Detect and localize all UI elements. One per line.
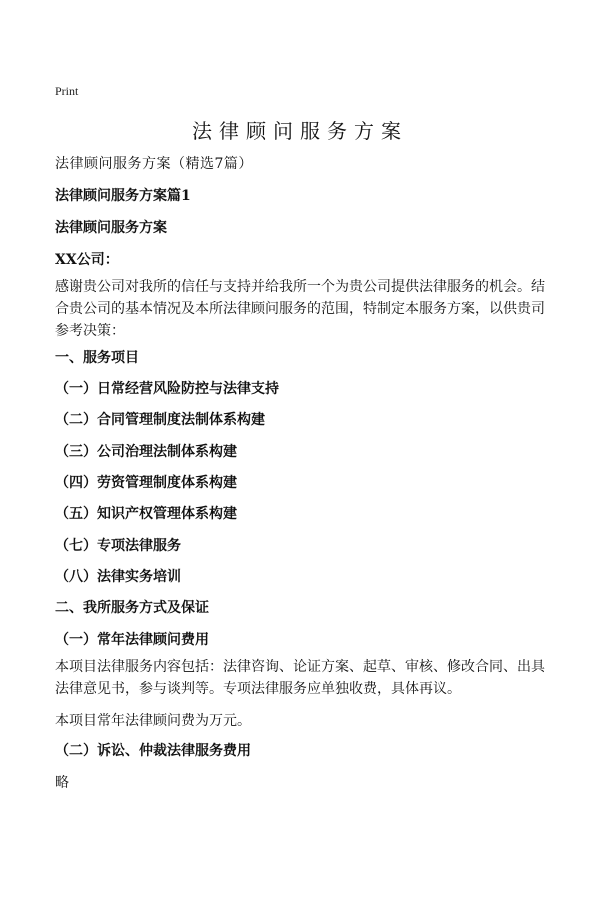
- intro-paragraph: 感谢贵公司对我所的信任与支持并给我所一个为贵公司提供法律服务的机会。结合贵公司的基本情况及本所法律顾问服务的范围，特制定本服务方案，以供贵司参考决策：: [55, 279, 545, 339]
- heading-service-method: 二、我所服务方式及保证: [55, 600, 209, 616]
- service-item: （五）知识产权管理体系构建: [55, 506, 237, 522]
- service-item: （三）公司治理法制体系构建: [55, 444, 237, 460]
- service-item: （二）合同管理制度法制体系构建: [55, 412, 265, 428]
- document-subtitle: 法律顾问服务方案（精选7篇）: [55, 156, 253, 172]
- doc-heading: 法律顾问服务方案: [55, 220, 167, 236]
- brief-text: 略: [55, 775, 69, 791]
- sub-heading-litigation-fee: （二）诉讼、仲裁法律服务费用: [55, 743, 251, 759]
- document-title: 法律顾问服务方案: [192, 119, 408, 143]
- service-content-paragraph: 本项目法律服务内容包括：法律咨询、论证方案、起草、审核、修改合同、出具法律意见书，参与谈判等。专项法律服务应单独收费，具体再议。: [55, 659, 545, 697]
- sub-heading-annual-fee: （一）常年法律顾问费用: [55, 632, 209, 648]
- service-item: （八）法律实务培训: [55, 569, 181, 585]
- service-item: （七）专项法律服务: [55, 538, 181, 554]
- annual-fee-paragraph: 本项目常年法律顾问费为万元。: [55, 713, 251, 729]
- section-title: 法律顾问服务方案篇1: [55, 188, 191, 204]
- service-item: （一）日常经营风险防控与法律支持: [55, 381, 279, 397]
- heading-service-items: 一、服务项目: [55, 350, 139, 366]
- salutation: XX公司：: [55, 252, 119, 268]
- print-label: Print: [55, 84, 79, 98]
- service-item: （四）劳资管理制度体系构建: [55, 475, 237, 491]
